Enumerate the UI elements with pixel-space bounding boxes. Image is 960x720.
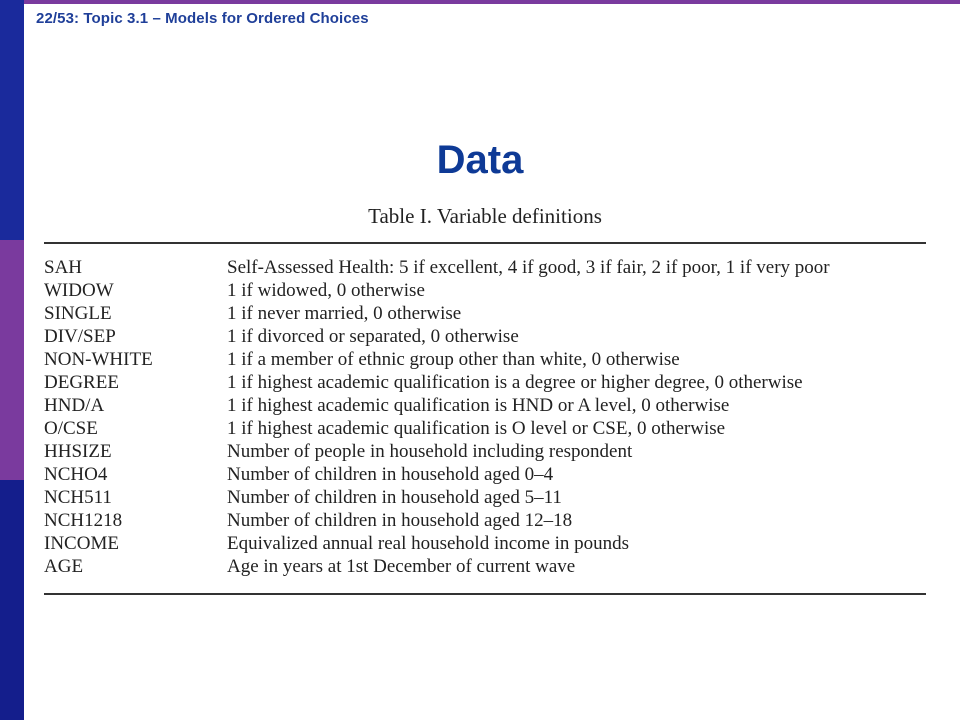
table-row bbox=[44, 371, 934, 394]
variable-name: SINGLE bbox=[44, 303, 112, 324]
left-accent-bar bbox=[0, 0, 24, 720]
variable-name: AGE bbox=[44, 556, 84, 577]
variable-name: NCH1218 bbox=[44, 510, 123, 531]
variable-definition: 1 if a member of ethnic group other than white, 0 otherwise bbox=[227, 349, 680, 370]
table-caption: Table I. Variable definitions bbox=[368, 204, 602, 228]
table-top-rule bbox=[44, 242, 926, 244]
variable-name: NON-WHITE bbox=[44, 349, 153, 370]
table-row bbox=[44, 325, 934, 348]
variable-definition: 1 if highest academic qualification is a degree or higher degree, 0 otherwise bbox=[227, 372, 803, 393]
variable-definition: 1 if never married, 0 otherwise bbox=[227, 303, 462, 324]
table-row bbox=[44, 302, 934, 325]
variable-definition: Equivalized annual real household income in pounds bbox=[227, 533, 630, 554]
left-bar-bottom-segment bbox=[0, 480, 24, 720]
variable-name: HND/A bbox=[44, 395, 105, 416]
variable-definition: 1 if divorced or separated, 0 otherwise bbox=[227, 326, 519, 347]
table-row bbox=[44, 348, 934, 371]
variable-definition: Age in years at 1st December of current wave bbox=[227, 556, 576, 577]
slide-title: Data bbox=[436, 138, 524, 182]
table-row bbox=[44, 555, 934, 578]
slide-header: 22/53: Topic 3.1 – Models for Ordered Choices bbox=[36, 10, 369, 27]
variable-definition: 1 if highest academic qualification is O level or CSE, 0 otherwise bbox=[227, 418, 726, 439]
variable-definition: Number of children in household aged 12–18 bbox=[227, 510, 573, 531]
variable-definition: 1 if widowed, 0 otherwise bbox=[227, 280, 425, 301]
top-accent-line bbox=[24, 0, 960, 4]
variable-name: SAH bbox=[44, 257, 83, 278]
table-row bbox=[44, 440, 934, 463]
variable-definitions-table bbox=[44, 256, 934, 578]
variable-definition: 1 if highest academic qualification is HND or A level, 0 otherwise bbox=[227, 395, 730, 416]
table-row bbox=[44, 532, 934, 555]
left-bar-middle-segment bbox=[0, 240, 24, 480]
variable-definition: Number of people in household including respondent bbox=[227, 441, 633, 462]
table-row bbox=[44, 394, 934, 417]
variable-definition: Self-Assessed Health: 5 if excellent, 4 if good, 3 if fair, 2 if poor, 1 if very poor bbox=[227, 257, 830, 278]
variable-name: NCHO4 bbox=[44, 464, 108, 485]
table-row bbox=[44, 463, 934, 486]
table-bottom-rule bbox=[44, 593, 926, 595]
variable-definition: Number of children in household aged 5–11 bbox=[227, 487, 562, 508]
variable-name: O/CSE bbox=[44, 418, 98, 439]
variable-name: DEGREE bbox=[44, 372, 119, 393]
table-row bbox=[44, 256, 934, 279]
table-row bbox=[44, 509, 934, 532]
variable-name: WIDOW bbox=[44, 280, 114, 301]
variable-name: INCOME bbox=[44, 533, 119, 554]
table-row bbox=[44, 486, 934, 509]
table-row bbox=[44, 279, 934, 302]
variable-name: NCH511 bbox=[44, 487, 112, 508]
variable-name: HHSIZE bbox=[44, 441, 112, 462]
variable-name: DIV/SEP bbox=[44, 326, 116, 347]
variable-definition: Number of children in household aged 0–4 bbox=[227, 464, 554, 485]
table-row bbox=[44, 417, 934, 440]
